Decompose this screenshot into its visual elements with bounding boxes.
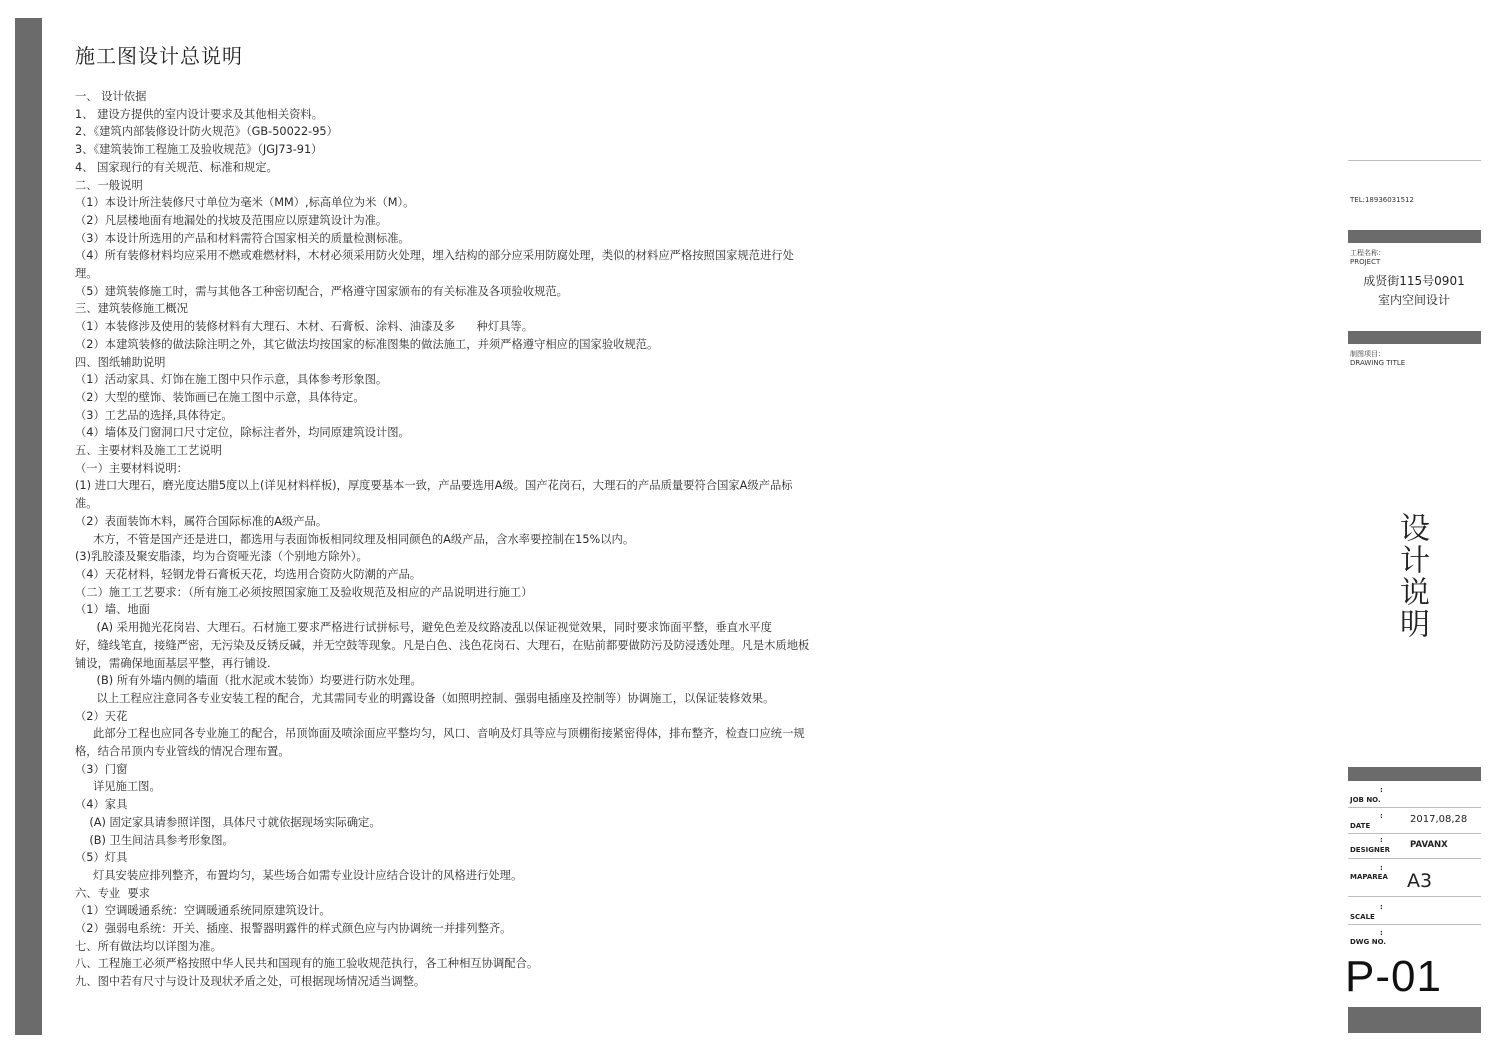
spec-line: （4）家具 (75, 798, 128, 812)
spec-line: （4）墙体及门窗洞口尺寸定位，除标注者外，均同原建筑设计图。 (75, 426, 410, 440)
spec-line: （2）天花 (75, 709, 128, 723)
tel-number: TEL:18936031512 (1350, 196, 1414, 204)
spec-line: （二）施工工艺要求：（所有施工必须按照国家施工及验收规范及相应的产品说明进行施工） (75, 585, 533, 599)
spec-line: 铺设，需确保地面基层平整，再行铺设. (75, 656, 271, 670)
row-rule (1348, 807, 1481, 808)
project-name-line2: 室内空间设计 (1377, 293, 1450, 307)
spec-line: 1、 建设方提供的室内设计要求及其他相关资料。 (75, 107, 324, 121)
spec-line: （5）灯具 (75, 851, 128, 865)
spec-line: （1）本设计所注装修尺寸单位为毫米（MM）,标高单位为米（M）。 (75, 196, 415, 210)
spec-line: 理。 (75, 267, 98, 281)
spec-line: 3、《建筑装饰工程施工及验收规范》（JGJ73-91） (75, 143, 323, 157)
specification-body (75, 88, 895, 991)
spec-line: （4）所有装修材料均应采用不燃或难燃材料，木材必须采用防火处理，埋入结构的部分应采用防腐处理，类似的材料应严格按照国家规范进行处 (75, 249, 794, 263)
job-no-label: JOB NO. (1350, 796, 1381, 804)
project-label-cn: 工程名称： (1350, 249, 1385, 257)
spec-line: （2）表面装饰木料，属符合国际标准的A级产品。 (75, 514, 328, 528)
spec-line: （1）本装修涉及使用的装修材料有大理石、木材、石膏板、涂料、油漆及多 种灯具等。 (75, 320, 534, 334)
row-rule (1348, 896, 1481, 897)
spec-line: （1）空调暖通系统：空调暖通系统同原建筑设计。 (75, 904, 331, 918)
spec-line: （1）活动家具、灯饰在施工图中只作示意，具体参考形象图。 (75, 373, 388, 387)
project-band (1348, 230, 1481, 243)
designer-colon: : (1380, 836, 1383, 844)
spec-line: （5）建筑装修施工时，需与其他各工种密切配合，严格遵守国家颁布的有关标准及各项验收规范。 (75, 284, 568, 298)
row-rule (1348, 833, 1481, 834)
spec-line: (1) 进口大理石，磨光度达腊5度以上(详见材料样板)，厚度要基本一致，产品要选用A级。国产花岗石，大理石的产品质量要符合国家A级产品标 (75, 479, 793, 493)
spec-line: （3）门窗 (75, 762, 128, 776)
spec-line: 格，结合吊顶内专业管线的情况合理布置。 (75, 745, 290, 759)
spec-line: 木方，不管是国产还是进口，都选用与表面饰板相同纹理及相同颜色的A级产品，含水率要控制在15%以内。 (75, 532, 635, 546)
left-margin-bar (15, 18, 42, 1035)
spec-line: 五、主要材料及施工工艺说明 (75, 444, 222, 458)
drawing-title: 设计说明 (1394, 512, 1429, 640)
spec-line: （3）本设计所选用的产品和材料需符合国家相关的质量检测标准。 (75, 231, 410, 245)
spec-line: 四、图纸辅助说明 (75, 355, 166, 369)
spec-line: (A) 采用抛光花岗岩、大理石。石材施工要求严格进行试拼标号，避免色差及纹路凌乱以保证视觉效果，同时要求饰面平整，垂直水平度 (75, 621, 772, 635)
title-block-rule (1348, 160, 1481, 161)
drawing-band (1348, 331, 1481, 344)
spec-line: 详见施工图。 (75, 780, 161, 794)
project-label-en: PROJECT (1350, 258, 1381, 266)
spec-line: 二、一般说明 (75, 178, 143, 192)
dwg-no-value: P-01 (1345, 952, 1442, 1001)
job-no-colon: : (1380, 786, 1383, 794)
spec-line: (A) 固定家具请参照详图，具体尺寸就依据现场实际确定。 (75, 815, 381, 829)
maparea-label: MAPAREA (1350, 873, 1388, 881)
spec-line: 以上工程应注意同各专业安装工程的配合，尤其需同专业的明露设备（如照明控制、强弱电插座及控制等）协调施工，以保证装修效果。 (75, 691, 775, 705)
date-colon: : (1380, 812, 1383, 820)
spec-line: 九、图中若有尺寸与设计及现状矛盾之处，可根据现场情况适当调整。 (75, 975, 426, 989)
scale-colon: : (1380, 903, 1383, 911)
designer-label: DESIGNER (1350, 846, 1391, 854)
spec-line: （2）强弱电系统：开关、插座、报警器明露件的样式颜色应与内协调统一并排列整齐。 (75, 922, 512, 936)
spec-line: 4、 国家现行的有关规范、标准和规定。 (75, 160, 278, 174)
spec-line: 八、工程施工必须严格按照中华人民共和国现有的施工验收规范执行，各工种相互协调配合。 (75, 957, 539, 971)
date-value: 2017,08,28 (1410, 814, 1468, 825)
dwg-no-colon: : (1380, 929, 1383, 937)
spec-line: 准。 (75, 497, 98, 511)
info-band (1348, 767, 1481, 781)
spec-line: 六、专业 要求 (75, 886, 150, 900)
maparea-colon: : (1380, 864, 1383, 872)
spec-line: 三、建筑装修施工概况 (75, 302, 188, 316)
spec-line: 此部分工程也应同各专业施工的配合，吊顶饰面及喷涂面应平整均匀，风口、音响及灯具等应与顶棚衔接紧密得体，排布整齐，检查口应统一规 (75, 727, 805, 741)
spec-line: (3)乳胶漆及聚安脂漆，均为合资哑光漆（个别地方除外）。 (75, 550, 368, 564)
spec-line: （2）本建筑装修的做法除注明之外，其它做法均按国家的标准图集的做法施工，并须严格遵守相应的国家验收规范。 (75, 337, 659, 351)
spec-line: 七、所有做法均以详图为准。 (75, 939, 222, 953)
scale-label: SCALE (1350, 913, 1375, 921)
spec-line: 一、 设计依据 (75, 90, 147, 103)
row-rule (1348, 924, 1481, 925)
spec-line: (B) 卫生间洁具参考形象图。 (75, 833, 234, 847)
spec-line: 2、《建筑内部装修设计防火规范》（GB-50022-95） (75, 125, 338, 139)
spec-line: （2）大型的壁饰、装饰画已在施工图中示意，具体待定。 (75, 390, 365, 404)
spec-line: （一）主要材料说明： (75, 461, 188, 475)
date-label: DATE (1350, 822, 1371, 830)
designer-value: PAVANX (1410, 840, 1448, 850)
spec-line: 好，缝线笔直，接缝严密，无污染及反锈反碱，并无空鼓等现象。凡是白色、浅色花岗石、大理石，在贴前都要做防污及防浸透处理。凡是木质地板 (75, 638, 810, 652)
spec-line: (B) 所有外墙内侧的墙面（批水泥或木装饰）均要进行防水处理。 (75, 674, 422, 688)
document-title: 施工图设计总说明 (75, 44, 243, 68)
spec-line: （2）凡层楼地面有地漏处的找坡及范围应以原建筑设计为准。 (75, 213, 388, 227)
spec-line: 灯具安装应排列整齐，布置均匀，某些场合如需专业设计应结合设计的风格进行处理。 (75, 868, 523, 882)
drawing-label-cn: 制图项目： (1350, 350, 1385, 358)
project-name-line1: 成贤街115号0901 (1363, 274, 1465, 288)
spec-line: （1）墙、地面 (75, 603, 150, 617)
spec-line: （4）天花材料，轻钢龙骨石膏板天花，均选用合资防火防潮的产品。 (75, 567, 422, 581)
spec-line: （3）工艺品的选择,具体待定。 (75, 408, 233, 422)
dwg-no-label: DWG NO. (1350, 938, 1387, 946)
row-rule (1348, 858, 1481, 859)
drawing-label-en: DRAWING TITLE (1350, 359, 1406, 367)
maparea-value: A3 (1407, 870, 1433, 892)
bottom-band (1348, 1007, 1481, 1033)
